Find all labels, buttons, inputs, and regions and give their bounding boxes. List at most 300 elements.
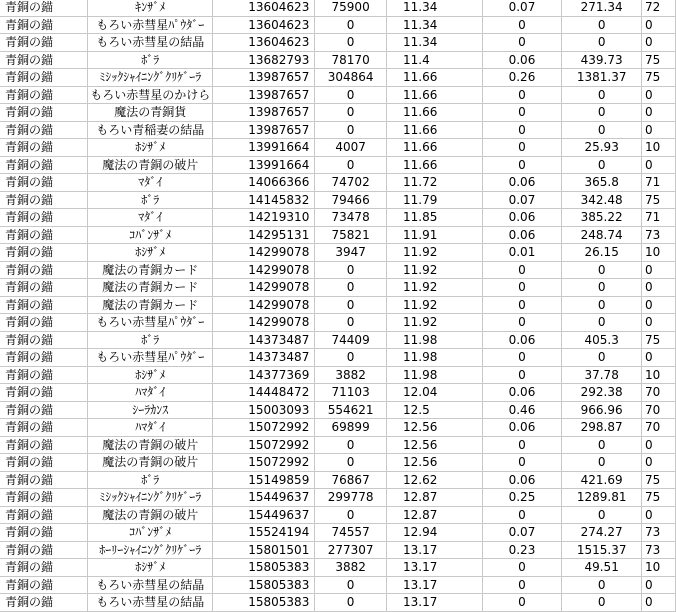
table-row: [0, 419, 676, 437]
ratio-cell[interactable]: 0.07: [482, 0, 562, 16]
value-cell[interactable]: 0: [315, 279, 387, 297]
ratio-cell[interactable]: 0: [482, 349, 562, 367]
ratio-cell[interactable]: 0: [482, 121, 562, 139]
price-cell[interactable]: 0: [562, 594, 642, 612]
rank-cell[interactable]: 0: [642, 279, 676, 297]
value-cell[interactable]: 0: [315, 156, 387, 174]
total-cell[interactable]: 14295131: [213, 226, 315, 244]
total-cell[interactable]: 14299078: [213, 279, 315, 297]
item-cell[interactable]: 青銅の錨: [0, 314, 88, 332]
level-cell[interactable]: 11.4: [387, 51, 483, 69]
value-cell[interactable]: 0: [315, 296, 387, 314]
price-cell[interactable]: 0: [562, 279, 642, 297]
rank-cell[interactable]: 0: [642, 594, 676, 612]
value-cell[interactable]: 0: [315, 454, 387, 472]
total-cell[interactable]: 15072992: [213, 419, 315, 437]
level-cell[interactable]: 12.56: [387, 419, 483, 437]
fish-cell[interactable]: ﾎｼｻﾞﾒ: [88, 244, 213, 262]
total-cell[interactable]: 13987657: [213, 69, 315, 87]
price-cell[interactable]: 342.48: [562, 191, 642, 209]
value-cell[interactable]: 73478: [315, 209, 387, 227]
total-cell[interactable]: 14299078: [213, 314, 315, 332]
level-cell[interactable]: 11.79: [387, 191, 483, 209]
fish-cell[interactable]: もろい赤彗星の結晶: [88, 576, 213, 594]
table-row: [0, 559, 676, 577]
value-cell[interactable]: 277307: [315, 541, 387, 559]
fish-cell[interactable]: ﾎﾞﾗ: [88, 191, 213, 209]
level-cell[interactable]: 12.56: [387, 436, 483, 454]
price-cell[interactable]: 0: [562, 104, 642, 122]
fish-cell[interactable]: ｺﾊﾞﾝｻﾞﾒ: [88, 524, 213, 542]
price-cell[interactable]: 1289.81: [562, 489, 642, 507]
level-cell[interactable]: 11.66: [387, 104, 483, 122]
value-cell[interactable]: 76867: [315, 471, 387, 489]
ratio-cell[interactable]: 0: [482, 279, 562, 297]
fish-cell[interactable]: ﾎﾞﾗ: [88, 51, 213, 69]
fish-cell[interactable]: もろい赤彗星ﾊﾟｳﾀﾞｰ: [88, 16, 213, 34]
item-cell[interactable]: 青銅の錨: [0, 489, 88, 507]
ratio-cell[interactable]: 0: [482, 576, 562, 594]
price-cell[interactable]: 0: [562, 34, 642, 52]
ratio-cell[interactable]: 0.07: [482, 191, 562, 209]
total-cell[interactable]: 13987657: [213, 86, 315, 104]
rank-cell[interactable]: 75: [642, 51, 676, 69]
level-cell[interactable]: 11.92: [387, 296, 483, 314]
ratio-cell[interactable]: 0.06: [482, 209, 562, 227]
item-cell[interactable]: 青銅の錨: [0, 366, 88, 384]
value-cell[interactable]: 554621: [315, 401, 387, 419]
item-cell[interactable]: 青銅の錨: [0, 576, 88, 594]
level-cell[interactable]: 11.98: [387, 331, 483, 349]
item-cell[interactable]: 青銅の錨: [0, 279, 88, 297]
item-cell[interactable]: 青銅の錨: [0, 0, 88, 16]
value-cell[interactable]: 0: [315, 86, 387, 104]
rank-cell[interactable]: 0: [642, 296, 676, 314]
rank-cell[interactable]: 75: [642, 331, 676, 349]
price-cell[interactable]: 292.38: [562, 384, 642, 402]
level-cell[interactable]: 13.17: [387, 576, 483, 594]
ratio-cell[interactable]: 0: [482, 296, 562, 314]
ratio-cell[interactable]: 0.23: [482, 541, 562, 559]
fish-cell[interactable]: もろい赤彗星の結晶: [88, 34, 213, 52]
level-cell[interactable]: 12.87: [387, 489, 483, 507]
item-cell[interactable]: 青銅の錨: [0, 16, 88, 34]
total-cell[interactable]: 15072992: [213, 454, 315, 472]
price-cell[interactable]: 49.51: [562, 559, 642, 577]
fish-cell[interactable]: ﾐｼｯｸｼｬｲﾆﾝｸﾞｸﾘｹﾞｰﾗ: [88, 69, 213, 87]
ratio-cell[interactable]: 0.06: [482, 384, 562, 402]
fish-cell[interactable]: ﾏﾀﾞｲ: [88, 209, 213, 227]
fish-cell[interactable]: 魔法の青銅カード: [88, 261, 213, 279]
total-cell[interactable]: 15801501: [213, 541, 315, 559]
rank-cell[interactable]: 0: [642, 506, 676, 524]
level-cell[interactable]: 11.34: [387, 0, 483, 16]
total-cell[interactable]: 14373487: [213, 331, 315, 349]
fish-cell[interactable]: 魔法の青銅カード: [88, 279, 213, 297]
total-cell[interactable]: 14373487: [213, 349, 315, 367]
price-cell[interactable]: 0: [562, 121, 642, 139]
ratio-cell[interactable]: 0: [482, 454, 562, 472]
item-cell[interactable]: 青銅の錨: [0, 471, 88, 489]
value-cell[interactable]: 69899: [315, 419, 387, 437]
level-cell[interactable]: 13.17: [387, 559, 483, 577]
level-cell[interactable]: 12.94: [387, 524, 483, 542]
value-cell[interactable]: 71103: [315, 384, 387, 402]
price-cell[interactable]: 37.78: [562, 366, 642, 384]
level-cell[interactable]: 11.92: [387, 261, 483, 279]
fish-cell[interactable]: ﾎｼｻﾞﾒ: [88, 139, 213, 157]
level-cell[interactable]: 11.66: [387, 156, 483, 174]
rank-cell[interactable]: 75: [642, 191, 676, 209]
total-cell[interactable]: 15805383: [213, 576, 315, 594]
item-cell[interactable]: 青銅の錨: [0, 121, 88, 139]
total-cell[interactable]: 13991664: [213, 156, 315, 174]
item-cell[interactable]: 青銅の錨: [0, 349, 88, 367]
rank-cell[interactable]: 0: [642, 121, 676, 139]
fish-cell[interactable]: 魔法の青銅の破片: [88, 436, 213, 454]
price-cell[interactable]: 0: [562, 576, 642, 594]
rank-cell[interactable]: 10: [642, 244, 676, 262]
fish-cell[interactable]: 魔法の青銅の破片: [88, 454, 213, 472]
value-cell[interactable]: 74409: [315, 331, 387, 349]
level-cell[interactable]: 11.66: [387, 121, 483, 139]
value-cell[interactable]: 3882: [315, 366, 387, 384]
ratio-cell[interactable]: 0: [482, 261, 562, 279]
total-cell[interactable]: 13604623: [213, 0, 315, 16]
ratio-cell[interactable]: 0: [482, 506, 562, 524]
fish-cell[interactable]: 魔法の青銅の破片: [88, 506, 213, 524]
price-cell[interactable]: 274.27: [562, 524, 642, 542]
level-cell[interactable]: 11.34: [387, 16, 483, 34]
item-cell[interactable]: 青銅の錨: [0, 261, 88, 279]
fish-cell[interactable]: ｷﾝｻﾞﾒ: [88, 0, 213, 16]
item-cell[interactable]: 青銅の錨: [0, 51, 88, 69]
value-cell[interactable]: 0: [315, 594, 387, 612]
value-cell[interactable]: 74557: [315, 524, 387, 542]
table-row: [0, 524, 676, 542]
ratio-cell[interactable]: 0: [482, 594, 562, 612]
item-cell[interactable]: 青銅の錨: [0, 174, 88, 192]
rank-cell[interactable]: 0: [642, 86, 676, 104]
fish-cell[interactable]: ﾊﾏﾀﾞｲ: [88, 419, 213, 437]
item-cell[interactable]: 青銅の錨: [0, 156, 88, 174]
rank-cell[interactable]: 0: [642, 349, 676, 367]
item-cell[interactable]: 青銅の錨: [0, 244, 88, 262]
fish-cell[interactable]: ﾐｼｯｸｼｬｲﾆﾝｸﾞｸﾘｹﾞｰﾗ: [88, 489, 213, 507]
price-cell[interactable]: 405.3: [562, 331, 642, 349]
value-cell[interactable]: 0: [315, 436, 387, 454]
fish-cell[interactable]: ｺﾊﾞﾝｻﾞﾒ: [88, 226, 213, 244]
fish-cell[interactable]: ﾏﾀﾞｲ: [88, 174, 213, 192]
value-cell[interactable]: 0: [315, 16, 387, 34]
fish-cell[interactable]: ﾎｰﾘｰｼｬｲﾆﾝｸﾞｸﾘｹﾞｰﾗ: [88, 541, 213, 559]
item-cell[interactable]: 青銅の錨: [0, 69, 88, 87]
ratio-cell[interactable]: 0.06: [482, 51, 562, 69]
rank-cell[interactable]: 0: [642, 156, 676, 174]
price-cell[interactable]: 0: [562, 261, 642, 279]
total-cell[interactable]: 15449637: [213, 489, 315, 507]
ratio-cell[interactable]: 0.46: [482, 401, 562, 419]
rank-cell[interactable]: 0: [642, 436, 676, 454]
fish-cell[interactable]: ﾎﾞﾗ: [88, 471, 213, 489]
price-cell[interactable]: 0: [562, 314, 642, 332]
total-cell[interactable]: 15805383: [213, 594, 315, 612]
fish-cell[interactable]: 魔法の青銅貨: [88, 104, 213, 122]
table-row: [0, 279, 676, 297]
value-cell[interactable]: 304864: [315, 69, 387, 87]
level-cell[interactable]: 11.92: [387, 314, 483, 332]
level-cell[interactable]: 11.98: [387, 366, 483, 384]
price-cell[interactable]: 0: [562, 156, 642, 174]
level-cell[interactable]: 11.91: [387, 226, 483, 244]
ratio-cell[interactable]: 0: [482, 34, 562, 52]
total-cell[interactable]: 14145832: [213, 191, 315, 209]
rank-cell[interactable]: 70: [642, 401, 676, 419]
rank-cell[interactable]: 0: [642, 34, 676, 52]
fish-cell[interactable]: もろい青稲妻の結晶: [88, 121, 213, 139]
total-cell[interactable]: 15524194: [213, 524, 315, 542]
rank-cell[interactable]: 70: [642, 419, 676, 437]
ratio-cell[interactable]: 0: [482, 366, 562, 384]
item-cell[interactable]: 青銅の錨: [0, 86, 88, 104]
level-cell[interactable]: 12.04: [387, 384, 483, 402]
item-cell[interactable]: 青銅の錨: [0, 226, 88, 244]
price-cell[interactable]: 0: [562, 16, 642, 34]
table-row: [0, 331, 676, 349]
value-cell[interactable]: 0: [315, 349, 387, 367]
ratio-cell[interactable]: 0: [482, 559, 562, 577]
price-cell[interactable]: 0: [562, 454, 642, 472]
level-cell[interactable]: 11.92: [387, 279, 483, 297]
level-cell[interactable]: 11.66: [387, 69, 483, 87]
item-cell[interactable]: 青銅の錨: [0, 296, 88, 314]
table-row: [0, 51, 676, 69]
table-row: [0, 384, 676, 402]
value-cell[interactable]: 0: [315, 506, 387, 524]
rank-cell[interactable]: 10: [642, 139, 676, 157]
ratio-cell[interactable]: 0.06: [482, 226, 562, 244]
fish-cell[interactable]: もろい赤彗星のかけら: [88, 86, 213, 104]
rank-cell[interactable]: 0: [642, 104, 676, 122]
total-cell[interactable]: 15003093: [213, 401, 315, 419]
total-cell[interactable]: 14219310: [213, 209, 315, 227]
total-cell[interactable]: 14377369: [213, 366, 315, 384]
value-cell[interactable]: 0: [315, 314, 387, 332]
level-cell[interactable]: 12.5: [387, 401, 483, 419]
level-cell[interactable]: 11.34: [387, 34, 483, 52]
price-cell[interactable]: 385.22: [562, 209, 642, 227]
fish-cell[interactable]: 魔法の青銅の破片: [88, 156, 213, 174]
price-cell[interactable]: 26.15: [562, 244, 642, 262]
price-cell[interactable]: 1381.37: [562, 69, 642, 87]
rank-cell[interactable]: 73: [642, 226, 676, 244]
ratio-cell[interactable]: 0.26: [482, 69, 562, 87]
value-cell[interactable]: 75821: [315, 226, 387, 244]
ratio-cell[interactable]: 0: [482, 104, 562, 122]
rank-cell[interactable]: 0: [642, 16, 676, 34]
price-cell[interactable]: 25.93: [562, 139, 642, 157]
item-cell[interactable]: 青銅の錨: [0, 139, 88, 157]
table-row: [0, 506, 676, 524]
table-row: [0, 541, 676, 559]
level-cell[interactable]: 11.85: [387, 209, 483, 227]
ratio-cell[interactable]: 0.06: [482, 174, 562, 192]
item-cell[interactable]: 青銅の錨: [0, 104, 88, 122]
item-cell[interactable]: 青銅の錨: [0, 506, 88, 524]
price-cell[interactable]: 271.34: [562, 0, 642, 16]
rank-cell[interactable]: 10: [642, 559, 676, 577]
ratio-cell[interactable]: 0.06: [482, 419, 562, 437]
fish-cell[interactable]: 魔法の青銅カード: [88, 296, 213, 314]
price-cell[interactable]: 439.73: [562, 51, 642, 69]
fish-cell[interactable]: もろい赤彗星ﾊﾟｳﾀﾞｰ: [88, 314, 213, 332]
total-cell[interactable]: 15449637: [213, 506, 315, 524]
value-cell[interactable]: 79466: [315, 191, 387, 209]
item-cell[interactable]: 青銅の錨: [0, 384, 88, 402]
level-cell[interactable]: 11.66: [387, 139, 483, 157]
fish-cell[interactable]: ﾎﾞﾗ: [88, 331, 213, 349]
price-cell[interactable]: 0: [562, 349, 642, 367]
table-row: [0, 401, 676, 419]
level-cell[interactable]: 12.87: [387, 506, 483, 524]
value-cell[interactable]: 0: [315, 261, 387, 279]
item-cell[interactable]: 青銅の錨: [0, 191, 88, 209]
value-cell[interactable]: 3947: [315, 244, 387, 262]
value-cell[interactable]: 0: [315, 121, 387, 139]
price-cell[interactable]: 0: [562, 296, 642, 314]
table-row: [0, 489, 676, 507]
price-cell[interactable]: 1515.37: [562, 541, 642, 559]
table-row: [0, 104, 676, 122]
item-cell[interactable]: 青銅の錨: [0, 594, 88, 612]
level-cell[interactable]: 13.17: [387, 541, 483, 559]
item-cell[interactable]: 青銅の錨: [0, 436, 88, 454]
item-cell[interactable]: 青銅の錨: [0, 524, 88, 542]
level-cell[interactable]: 11.72: [387, 174, 483, 192]
ratio-cell[interactable]: 0: [482, 156, 562, 174]
table-row: [0, 454, 676, 472]
total-cell[interactable]: 13604623: [213, 34, 315, 52]
value-cell[interactable]: 74702: [315, 174, 387, 192]
value-cell[interactable]: 0: [315, 576, 387, 594]
table-row: [0, 576, 676, 594]
rank-cell[interactable]: 10: [642, 366, 676, 384]
total-cell[interactable]: 13987657: [213, 104, 315, 122]
fish-cell[interactable]: ﾊﾏﾀﾞｲ: [88, 384, 213, 402]
level-cell[interactable]: 11.98: [387, 349, 483, 367]
ratio-cell[interactable]: 0: [482, 16, 562, 34]
table-row: [0, 139, 676, 157]
rank-cell[interactable]: 73: [642, 541, 676, 559]
ratio-cell[interactable]: 0: [482, 436, 562, 454]
item-cell[interactable]: 青銅の錨: [0, 331, 88, 349]
ratio-cell[interactable]: 0.06: [482, 331, 562, 349]
total-cell[interactable]: 13604623: [213, 16, 315, 34]
total-cell[interactable]: 15149859: [213, 471, 315, 489]
rank-cell[interactable]: 75: [642, 69, 676, 87]
ratio-cell[interactable]: 0.07: [482, 524, 562, 542]
rank-cell[interactable]: 0: [642, 314, 676, 332]
item-cell[interactable]: 青銅の錨: [0, 454, 88, 472]
table-row: [0, 244, 676, 262]
value-cell[interactable]: 0: [315, 104, 387, 122]
price-cell[interactable]: 365.8: [562, 174, 642, 192]
total-cell[interactable]: 14066366: [213, 174, 315, 192]
item-cell[interactable]: 青銅の錨: [0, 209, 88, 227]
rank-cell[interactable]: 71: [642, 209, 676, 227]
rank-cell[interactable]: 75: [642, 489, 676, 507]
value-cell[interactable]: 78170: [315, 51, 387, 69]
ratio-cell[interactable]: 0.06: [482, 471, 562, 489]
ratio-cell[interactable]: 0: [482, 314, 562, 332]
fish-cell[interactable]: ｼｰﾗｶﾝｽ: [88, 401, 213, 419]
total-cell[interactable]: 13987657: [213, 121, 315, 139]
total-cell[interactable]: 13991664: [213, 139, 315, 157]
value-cell[interactable]: 0: [315, 34, 387, 52]
price-cell[interactable]: 966.96: [562, 401, 642, 419]
rank-cell[interactable]: 72: [642, 0, 676, 16]
rank-cell[interactable]: 0: [642, 454, 676, 472]
table-row: [0, 34, 676, 52]
item-cell[interactable]: 青銅の錨: [0, 541, 88, 559]
table-row: [0, 296, 676, 314]
fish-cell[interactable]: もろい赤彗星の結晶: [88, 594, 213, 612]
level-cell[interactable]: 12.62: [387, 471, 483, 489]
level-cell[interactable]: 13.17: [387, 594, 483, 612]
fish-cell[interactable]: ﾎｼｻﾞﾒ: [88, 559, 213, 577]
value-cell[interactable]: 4007: [315, 139, 387, 157]
item-cell[interactable]: 青銅の錨: [0, 401, 88, 419]
table-row: [0, 594, 676, 612]
value-cell[interactable]: 299778: [315, 489, 387, 507]
ratio-cell[interactable]: 0: [482, 139, 562, 157]
total-cell[interactable]: 14448472: [213, 384, 315, 402]
ratio-cell[interactable]: 0: [482, 86, 562, 104]
item-cell[interactable]: 青銅の錨: [0, 34, 88, 52]
total-cell[interactable]: 15805383: [213, 559, 315, 577]
fish-cell[interactable]: ﾎｼｻﾞﾒ: [88, 366, 213, 384]
table-row: [0, 156, 676, 174]
item-cell[interactable]: 青銅の錨: [0, 419, 88, 437]
level-cell[interactable]: 11.92: [387, 244, 483, 262]
ratio-cell[interactable]: 0.01: [482, 244, 562, 262]
value-cell[interactable]: 75900: [315, 0, 387, 16]
rank-cell[interactable]: 70: [642, 384, 676, 402]
rank-cell[interactable]: 71: [642, 174, 676, 192]
total-cell[interactable]: 13682793: [213, 51, 315, 69]
rank-cell[interactable]: 0: [642, 576, 676, 594]
fish-cell[interactable]: もろい赤彗星ﾊﾟｳﾀﾞｰ: [88, 349, 213, 367]
rank-cell[interactable]: 73: [642, 524, 676, 542]
ratio-cell[interactable]: 0.25: [482, 489, 562, 507]
item-cell[interactable]: 青銅の錨: [0, 559, 88, 577]
total-cell[interactable]: 14299078: [213, 261, 315, 279]
rank-cell[interactable]: 75: [642, 471, 676, 489]
price-cell[interactable]: 0: [562, 436, 642, 454]
price-cell[interactable]: 0: [562, 506, 642, 524]
total-cell[interactable]: 15072992: [213, 436, 315, 454]
rank-cell[interactable]: 0: [642, 261, 676, 279]
total-cell[interactable]: 14299078: [213, 296, 315, 314]
price-cell[interactable]: 0: [562, 86, 642, 104]
price-cell[interactable]: 421.69: [562, 471, 642, 489]
price-cell[interactable]: 298.87: [562, 419, 642, 437]
level-cell[interactable]: 11.66: [387, 86, 483, 104]
level-cell[interactable]: 12.56: [387, 454, 483, 472]
total-cell[interactable]: 14299078: [213, 244, 315, 262]
value-cell[interactable]: 3882: [315, 559, 387, 577]
price-cell[interactable]: 248.74: [562, 226, 642, 244]
